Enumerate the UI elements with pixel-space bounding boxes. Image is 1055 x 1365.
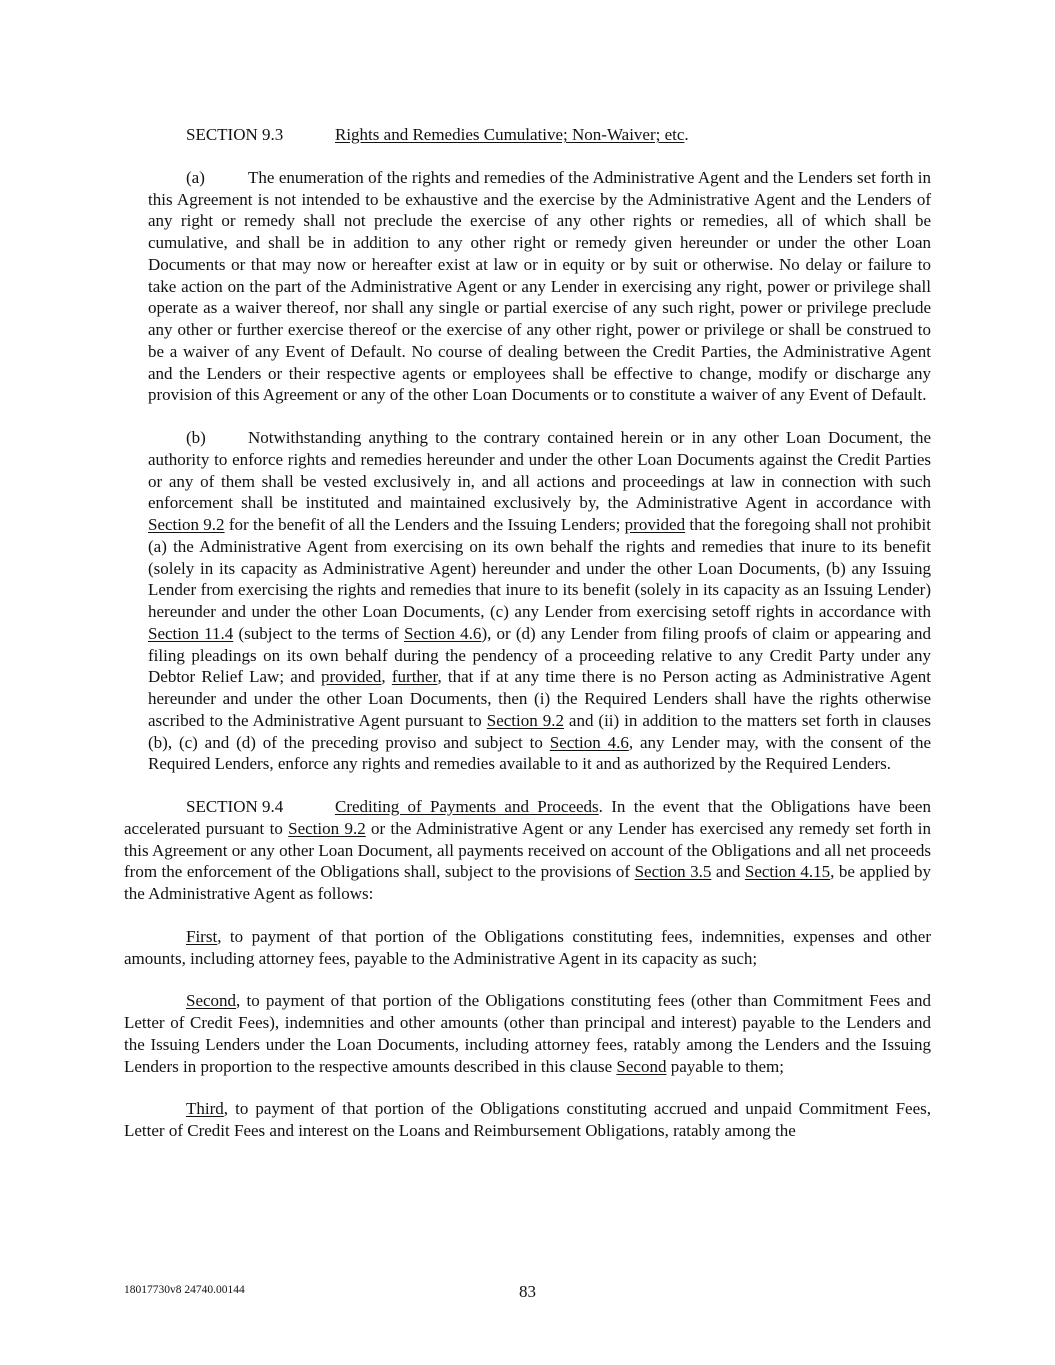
cross-reference: Section 9.2	[486, 710, 564, 730]
section-title: Crediting of Payments and Proceeds	[335, 797, 599, 816]
section-title: Rights and Remedies Cumulative; Non-Waiver; etc	[335, 125, 685, 144]
section-number: SECTION 9.4	[186, 797, 284, 816]
defined-term: further	[391, 667, 438, 687]
clause-label: (b)	[186, 428, 206, 447]
cross-reference: Section 4.6	[549, 732, 629, 752]
document-body	[124, 124, 931, 1142]
cross-reference: Second	[616, 1056, 667, 1076]
cross-reference: Section 9.2	[148, 515, 225, 534]
page-number: 83	[519, 1282, 536, 1301]
section-number: SECTION 9.3	[186, 125, 284, 144]
clause-label: (a)	[186, 167, 205, 187]
cross-reference: Section 3.5	[634, 862, 712, 882]
waterfall-label: First	[186, 926, 218, 946]
document-id: 18017730v8 24740.00144	[124, 1284, 245, 1296]
clause-a: (a) The enumeration of the rights and remedies of the Administrative Agent and the Lenders set forth in this Agreement is not intended to be exhaustive and the exercise by the Administrative Agent and the Lenders of any right or remedy shall not preclude the exercise of any other rights or remedies, all of which shall be cumulative, and shall be in addition to any other right or remedy given hereunder or under the other Loan Documents or that may now or hereafter exist at law or in equity or by suit or otherwise. No delay or failure to take action on the part of the Administrative Agent or any Lender in exercising any right, power or privilege shall operate as a waiver thereof, nor shall any single or partial exercise of any such right, power or privilege preclude any other or further exercise thereof or the exercise of any other right, power or privilege or shall be construed to be a waiver of any Event of Default. No course of dealing between the Credit Parties, the Administrative Agent and the Lenders or their respective agents or employees shall be effective to change, modify or discharge any provision of this Agreement or any of the other Loan Documents or to constitute a waiver of any Event of Default.	[148, 167, 931, 405]
waterfall-second: Second, to payment of that portion of the Obligations constituting fees (other than Commitment Fees and Letter of Credit Fees), indemnities and other amounts (other than principal and interest) payable to the Lenders and the Issuing Lenders under the Loan Documents, including attorney fees, ratably among the Lenders and the Issuing Lenders in proportion to the respective amounts described in this clause Second payable to them;	[124, 991, 931, 1076]
waterfall-third: Third, to payment of that portion of the Obligations constituting accrued and unpaid Commitment Fees, Letter of Credit Fees and interest on the Loans and Reimbursement Obligations, ratably among the	[124, 1099, 931, 1140]
cross-reference: Section 4.15	[744, 862, 831, 882]
clause-b: (b) Notwithstanding anything to the contrary contained herein or in any other Loan Document, the authority to enforce rights and remedies hereunder and under the other Loan Documents against the Credit Parties or any of them shall be vested exclusively in, and all actions and proceedings at law in connection with such enforcement shall be instituted and maintained exclusively by, the Administrative Agent in accordance with Section 9.2 for the benefit of all the Lenders and the Issuing Lenders; provided that the foregoing shall not prohibit (a) the Administrative Agent from exercising on its own behalf the rights and remedies that inure to its benefit (solely in its capacity as Administrative Agent) hereunder and under the other Loan Documents, (b) any Issuing Lender from exercising the rights and remedies that inure to its benefit (solely in its capacity as an Issuing Lender) hereunder and under the other Loan Documents, (c) any Lender from exercising setoff rights in accordance with Section 11.4 (subject to the terms of Section 4.6), or (d) any Lender from filing proofs of claim or appearing and filing pleadings on its own behalf during the pendency of a proceeding relative to any Credit Party under any Debtor Relief Law; and provided, further, that if at any time there is no Person acting as Administrative Agent hereunder and under the other Loan Documents, then (i) the Required Lenders shall have the rights otherwise ascribed to the Administrative Agent pursuant to Section 9.2 and (ii) in addition to the matters set forth in clauses (b), (c) and (d) of the preceding proviso and subject to Section 4.6, any Lender may, with the consent of the Required Lenders, enforce any rights and remedies available to it and as authorized by the Required Lenders.	[148, 428, 932, 774]
waterfall-first: First, to payment of that portion of the Obligations constituting fees, indemnities, expenses and other amounts, including attorney fees, payable to the Administrative Agent in its capacity as such;	[124, 926, 931, 968]
cross-reference: Section 11.4	[148, 623, 234, 643]
cross-reference: Section 9.2	[288, 818, 366, 838]
waterfall-label: Third	[186, 1099, 224, 1119]
defined-term: provided	[624, 515, 686, 534]
section-9-4: SECTION 9.4 Crediting of Payments and Proceeds. In the event that the Obligations have been accelerated pursuant to Section 9.2 or the Administrative Agent or any Lender has exercised any remedy set forth in this Agreement or any other Loan Document, all payments received on account of the Obligations and all net proceeds from the enforcement of the Obligations shall, subject to the provisions of Section 3.5 and Section 4.15, be applied by the Administrative Agent as follows:	[124, 797, 931, 903]
cross-reference: Section 4.6	[404, 623, 482, 643]
section-9-3-heading: SECTION 9.3 Rights and Remedies Cumulative; Non-Waiver; etc.	[186, 125, 689, 144]
defined-term: provided	[320, 667, 382, 687]
waterfall-label: Second	[186, 991, 237, 1011]
